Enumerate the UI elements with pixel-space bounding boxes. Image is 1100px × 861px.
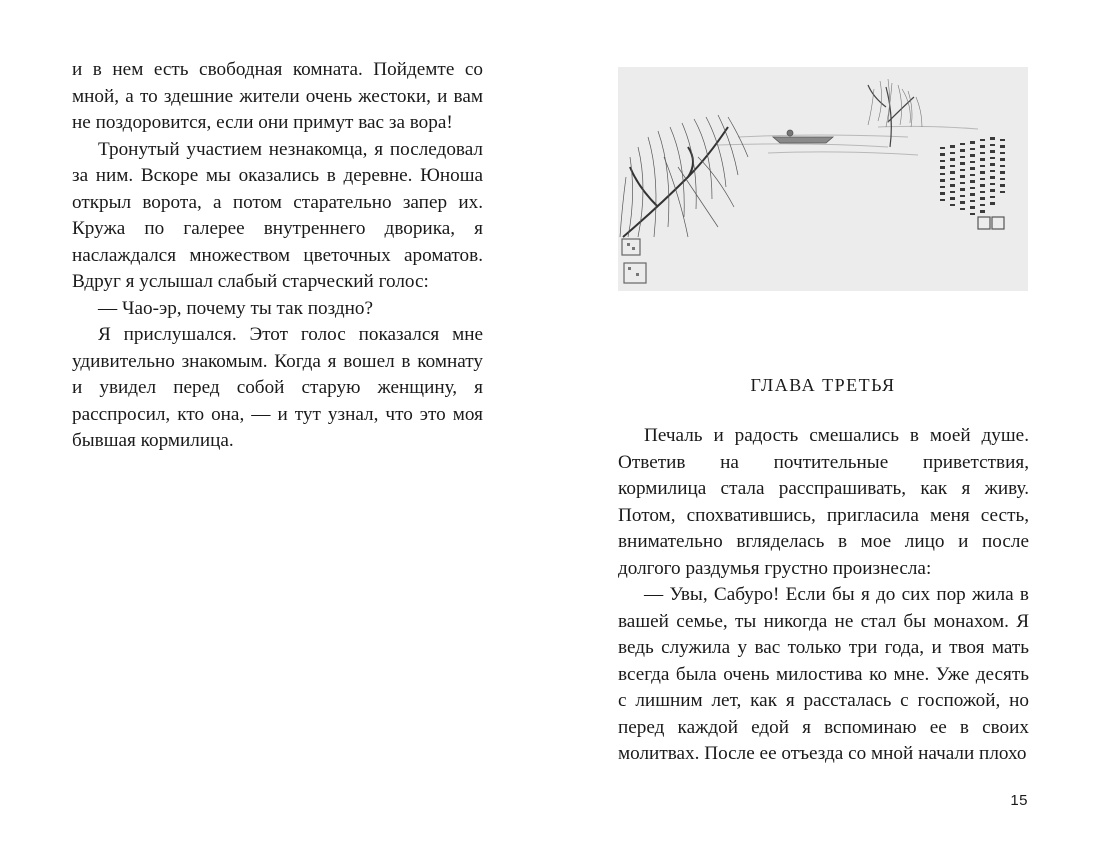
chapter-title: ГЛАВА ТРЕТЬЯ — [750, 375, 896, 395]
paragraph: и в нем есть свободная комната. Пойдемте со мной, а то здешние жители очень жестоки, и вам не поздоровится, если они примут вас за вора! — [72, 59, 483, 133]
left-page-text — [72, 57, 483, 455]
dialogue-line: — Чао-эр, почему ты так поздно? — [98, 297, 374, 319]
dialogue-paragraph: — Увы, Сабуро! Если бы я до сих пор жила в вашей семье, ты никогда не стал бы монахом. Я ведь служила у вас только три года, и твоя мать всегда была очень милостива ко мне. Уже десять с лишним лет, как я рассталась с госпожой, но перед каждой едой я вспоминаю ее в своих молитвах. После ее отъезда со мной начали плохо — [618, 584, 1029, 764]
willow-landscape-image — [618, 67, 1028, 291]
paragraph: Тронутый участием незнакомца, я последовал за ним. Вскоре мы оказались в деревне. Юноша открыл ворота, а потом старательно запер их. Кружа по галерее внутреннего дворика, я наслаждался множеством цветочных ароматов. Вдруг я услышал слабый старческий голос: — [72, 138, 483, 292]
ink-painting-illustration — [618, 67, 1028, 291]
right-page — [550, 0, 1100, 861]
right-page-text — [618, 423, 1029, 768]
paragraph: Печаль и радость смешались в моей душе. Ответив на почтительные приветствия, кормилица стала расспрашивать, как я живу. Потом, спохватившись, пригласила меня сесть, внимательно вгляделась в мое лицо и после долгого раздумья грустно произнесла: — [618, 425, 1029, 579]
paragraph: Я прислушался. Этот голос показался мне удивительно знакомым. Когда я вошел в комнату и увидел перед собой старую женщину, я расспросил, кто она, — и тут узнал, что это моя бывшая кормилица. — [72, 324, 483, 451]
page-number: 15 — [1010, 792, 1028, 809]
